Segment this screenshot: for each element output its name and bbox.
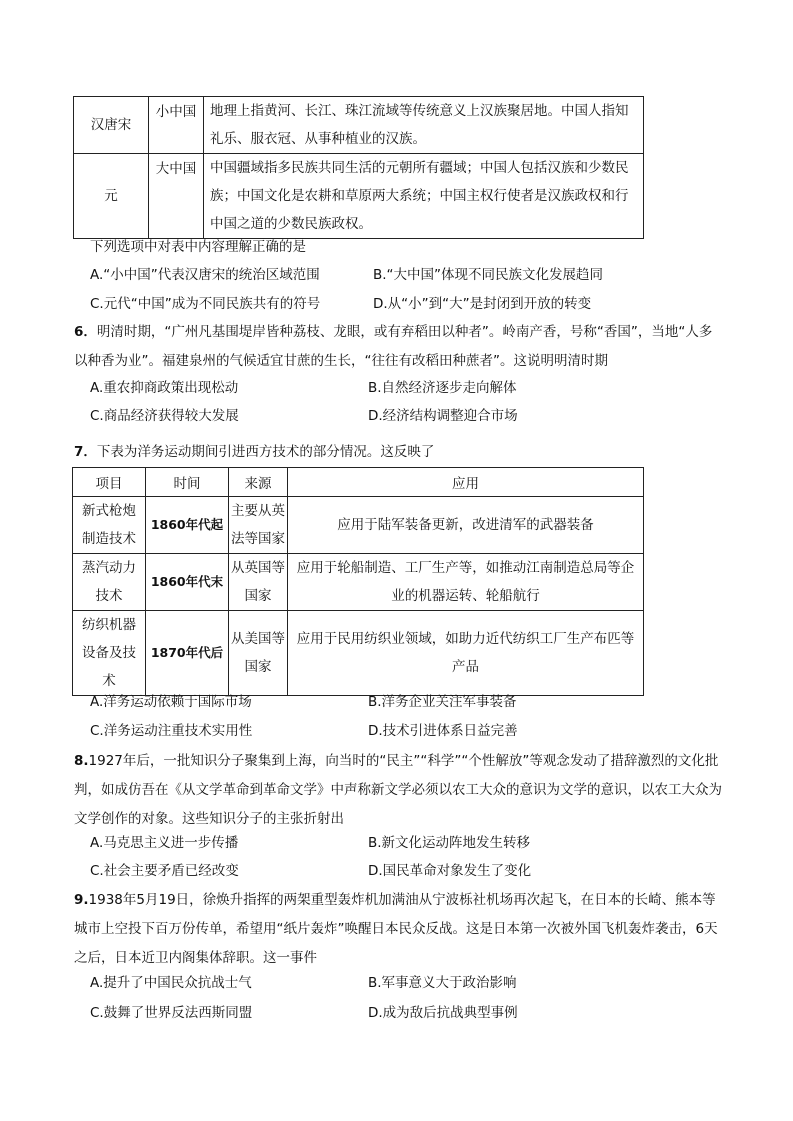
cell-item: 新式枪炮制造技术 bbox=[73, 497, 146, 554]
question-9 bbox=[74, 886, 722, 973]
cell-time: 1870年代后 bbox=[146, 611, 229, 696]
header-time: 时间 bbox=[146, 468, 229, 497]
question-6 bbox=[74, 318, 722, 376]
q9-option-b: B.军事意义大于政治影响 bbox=[368, 975, 517, 991]
q5-option-a: A.“小中国”代表汉唐宋的统治区域范围 bbox=[90, 267, 320, 283]
header-source: 来源 bbox=[229, 468, 288, 497]
question-9-stem: 1938年5月19日，徐焕升指挥的两架重型轰炸机加满油从宁波栎社机场再次起飞，在日本的长崎、熊本等城市上空投下百万份传单，希望用“纸片轰炸”唤醒日本民众反战。这是日本第一次被外国飞机轰炸袭击，6天之后，日本近卫内阁集体辞职。这一事件 bbox=[74, 892, 718, 966]
cell-application: 应用于民用纺织业领域，如助力近代纺织工厂生产布匹等产品 bbox=[288, 611, 644, 696]
q9-option-c: C.鼓舞了世界反法西斯同盟 bbox=[90, 1005, 253, 1021]
table-cell-desc: 地理上指黄河、长江、珠江流域等传统意义上汉族聚居地。中国人指知礼乐、服衣冠、从事种植业的汉族。 bbox=[204, 97, 644, 154]
table-row bbox=[74, 97, 644, 154]
q6-option-d: D.经济结构调整迎合市场 bbox=[368, 408, 518, 424]
q8-option-a: A.马克思主义进一步传播 bbox=[90, 835, 239, 851]
question-7 bbox=[74, 441, 434, 463]
header-item: 项目 bbox=[73, 468, 146, 497]
q6-option-c: C.商品经济获得较大发展 bbox=[90, 408, 239, 424]
question-8-stem: 1927年后，一批知识分子聚集到上海，向当时的“民主”“科学”“个性解放”等观念发动了措辞激烈的文化批判，如成仿吾在《从文学革命到革命文学》中声称新文学必须以农工大众的意识为文学的意识，以农工大众为文学创作的对象。这些知识分子的主张折射出 bbox=[74, 753, 722, 827]
table-cell-desc: 中国疆域指多民族共同生活的元朝所有疆域；中国人包括汉族和少数民族；中国文化是农耕和草原两大系统；中国主权行使者是汉族政权和行中国之道的少数民族政权。 bbox=[204, 154, 644, 239]
cell-item: 纺织机器设备及技术 bbox=[73, 611, 146, 696]
q6-option-b: B.自然经济逐步走向解体 bbox=[368, 380, 517, 396]
question-7-stem: 下表为洋务运动期间引进西方技术的部分情况。这反映了 bbox=[96, 444, 435, 460]
table-row bbox=[73, 554, 644, 611]
cell-time: 1860年代起 bbox=[146, 497, 229, 554]
question-8-number: 8. bbox=[74, 753, 89, 769]
question-7-number: 7． bbox=[74, 444, 97, 460]
q7-option-b: B.洋务企业关注军事装备 bbox=[368, 694, 517, 710]
question-6-number: 6． bbox=[74, 324, 97, 340]
table-row bbox=[73, 497, 644, 554]
q5-option-d: D.从“小”到“大”是封闭到开放的转变 bbox=[373, 296, 592, 312]
q8-option-d: D.国民革命对象发生了变化 bbox=[368, 863, 532, 879]
era-comparison-table bbox=[73, 96, 644, 239]
question-6-stem: 明清时期，“广州凡基围堤岸皆种荔枝、龙眼，或有弃稻田以种者”。岭南产香，号称“香国”，当地“人多以种香为业”。福建泉州的气候适宜甘蔗的生长，“往往有改稻田种蔗者”。这说明明清时期 bbox=[74, 324, 713, 369]
cell-source: 主要从英法等国家 bbox=[229, 497, 288, 554]
q9-option-d: D.成为敌后抗战典型事例 bbox=[368, 1005, 518, 1021]
q6-option-a: A.重农抑商政策出现松动 bbox=[90, 380, 239, 396]
cell-item: 蒸汽动力技术 bbox=[73, 554, 146, 611]
header-application: 应用 bbox=[288, 468, 644, 497]
cell-time: 1860年代末 bbox=[146, 554, 229, 611]
table-header-row bbox=[73, 468, 644, 497]
q7-option-c: C.洋务运动注重技术实用性 bbox=[90, 723, 253, 739]
table-row bbox=[73, 611, 644, 696]
cell-application: 应用于轮船制造、工厂生产等，如推动江南制造总局等企业的机器运转、轮船航行 bbox=[288, 554, 644, 611]
q5-option-b: B.“大中国”体现不同民族文化发展趋同 bbox=[373, 267, 604, 283]
q9-option-a: A.提升了中国民众抗战士气 bbox=[90, 975, 252, 991]
q7-option-a: A.洋务运动依赖于国际市场 bbox=[90, 694, 252, 710]
question-8 bbox=[74, 747, 722, 834]
cell-source: 从美国等国家 bbox=[229, 611, 288, 696]
cell-application: 应用于陆军装备更新，改进清军的武器装备 bbox=[288, 497, 644, 554]
table-cell-era: 元 bbox=[74, 154, 149, 239]
technology-import-table bbox=[72, 467, 644, 696]
q8-option-b: B.新文化运动阵地发生转移 bbox=[368, 835, 531, 851]
question-9-number: 9. bbox=[74, 892, 89, 908]
q5-option-c: C.元代“中国”成为不同民族共有的符号 bbox=[90, 296, 321, 312]
table-cell-name: 小中国 bbox=[149, 97, 204, 154]
cell-source: 从英国等国家 bbox=[229, 554, 288, 611]
table-cell-name: 大中国 bbox=[149, 154, 204, 239]
q8-option-c: C.社会主要矛盾已经改变 bbox=[90, 863, 239, 879]
table-cell-era: 汉唐宋 bbox=[74, 97, 149, 154]
q7-option-d: D.技术引进体系日益完善 bbox=[368, 723, 518, 739]
table-row bbox=[74, 154, 644, 239]
question-5-stem: 下列选项中对表中内容理解正确的是 bbox=[90, 239, 306, 255]
